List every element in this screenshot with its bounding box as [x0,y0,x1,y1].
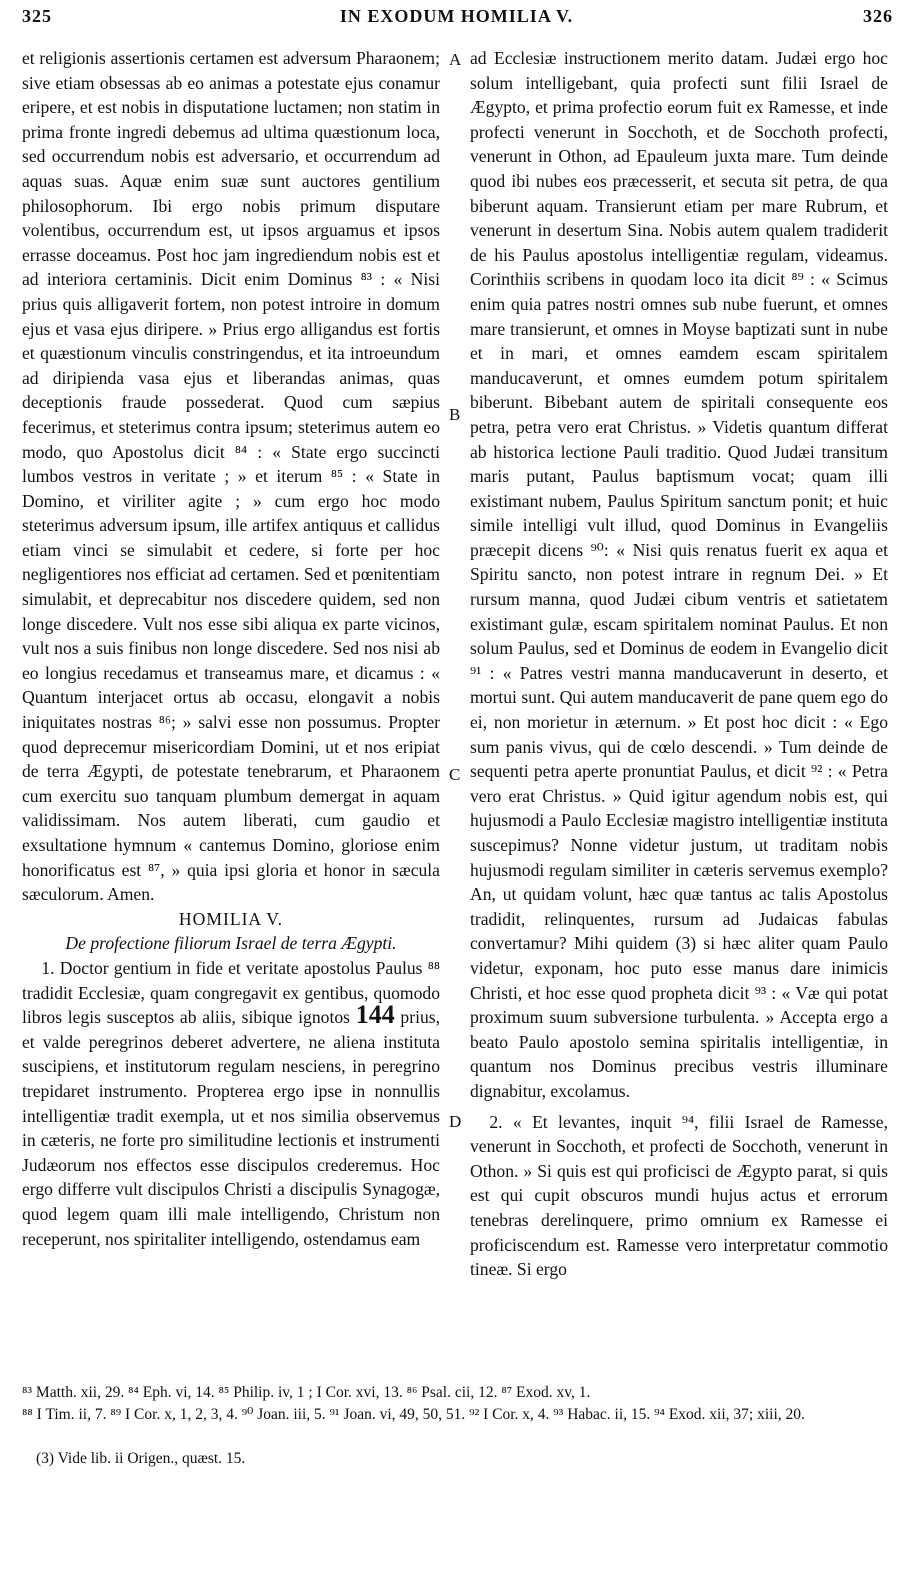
right-column [470,46,888,1282]
editor-note: (3) Vide lib. ii Origen., quæst. 15. [36,1450,246,1467]
footnotes [22,1382,892,1426]
left-page-number: 325 [22,6,52,26]
margin-letter-b: B [449,405,461,424]
left-paragraph-2 [22,956,440,1251]
footnote-line-2: ⁸⁸ I Tim. ii, 7. ⁸⁹ I Cor. x, 1, 2, 3, 4. ⁹⁰ Joan. iii, 5. ⁹¹ Joan. vi, 49, 50, 51. ⁹² I Cor. x, 4. ⁹³ Habac. ii, 15. ⁹⁴ Exod. xii, 37; xiii, 20. [22,1406,805,1423]
edition-page-number: 144 [355,1000,395,1030]
paragraph-2-start: 1. Doctor gentium in fide et veritate apostolus Paulus ⁸⁸ tradidit Ecclesiæ, quam congregavit ex gentibus, quomodo libros legis susceptos ab aliis, sibique ignotos [22,957,440,1028]
left-column [22,46,440,1251]
footnote-line-1: ⁸³ Matth. xii, 29. ⁸⁴ Eph. vi, 14. ⁸⁵ Philip. iv, 1 ; I Cor. xvi, 13. ⁸⁶ Psal. cii, 12. ⁸⁷ Exod. xv, 1. [22,1384,591,1401]
paragraph-2-end: prius, et valde peregrinos deberet advertere, ne aliena instituta suscipiens, et institutorum regulam nesciens, in peregrino trepidaret instrumento. Propterea ergo ipse in nonnullis intelligentiæ tradit exempla, ut et nos similia observemus in cæteris, ne forte pro similitudine lectionis et instrumenti Judæorum nos effectos esse discipulos crederemus. Hoc ergo differre vult discipulos Christi a discipulis Synagogæ, quod legem quam illi male intelligendo, Christum non receperunt, nos spiritaliter intelligendo, ostendamus eam [22,1007,441,1249]
homily-title: HOMILIA V. [178,908,284,929]
right-paragraph-1: ad Ecclesiæ instructionem merito datam. Judæi ergo hoc solum intelligebant, quia profecti sunt filii Israel de Ægypto, et prima profectio eorum fuit ex Ramesse, et inde profecti venerunt in Socchoth, et de Socchoth profecti, venerunt in Othon, ad Epauleum juxta mare. Tum deinde quod ibi nubes eos præcesserit, et secuta sit petra, de qua biberunt aquam. Transierunt etiam per mare Rubrum, et venerunt in desertum Sina. Nobis autem qualem tradiderit de his Paulus apostolus intelligentiæ regulam, videamus. Corinthiis scribens in quodam loco ita dicit ⁸⁹ : « Scimus enim quia patres nostri omnes sub nube fuerunt, et omnes mare transierunt, et omnes in Moyse baptizati sunt in nube et in mari, et omnes eamdem escam spiritalem manducaverunt, et omnes eumdem potum spiritalem biberunt. Bibebant autem de spiritali consequente eos petra, petra vero erat Christus. » Videtis quantum differat ab historica lectione Pauli traditio. Quod Judæi transitum maris putant, Paulus baptismum vocat; quam illi existimant nubem, Paulus Spiritum sanctum ponit; et huic simile intelligi vult illud, quod Dominus in Evangeliis præcepit dicens ⁹⁰: « Nisi quis renatus fuerit ex aqua et Spiritu sancto, non potest intrare in regnum Dei. » Et rursum manna, quod Judæi cibum ventris et satietatem existimant gulæ, escam spiritalem nominat Paulus. Et non solum Paulus, sed et Dominus de eodem in Evangelio dicit ⁹¹ : « Patres vestri manna manducaverunt in deserto, et mortui sunt. Qui autem manducaverit de pane quem ego do ei, non morietur in æternum. » Et post hoc dicit : « Ego sum panis vivus, qui de cœlo descendi. » Tum deinde de sequenti petra aperte pronuntiat Paulus, et dicit ⁹² : « Petra vero erat Christus. » Quid igitur agendum nobis est, qui hujusmodi a Paulo Ecclesiæ magistro intelligentiæ instituta suscepimus? Nonne videtur justum, ut traditam nobis hujusmodi regulam similiter in cæteris servemus exemplo? An, ut quidam volunt, hæc quæ tantus ac talis Apostolus tradidit, relinquentes, rursum ad Judaicas fabulas convertamur? Mihi quidem (3) si hæc aliter quam Paulo videtur, exponam, hoc puto esse manus dare inimicis Christi, et hoc esse quod propheta dicit ⁹³ : « Væ qui potat proximum suum subversione turbulenta. » Accepta ergo a beato Paulo apostolo semina spiritalis intelligentiæ, in quantum nos Dominus precibus vestris illuminare dignabitur, excolamus. [470,48,888,1101]
right-page-number: 326 [863,6,893,26]
margin-letter-a: A [449,50,462,69]
margin-letter-c: C [449,765,461,784]
margin-letter-d: D [449,1112,462,1131]
running-title: IN EXODUM HOMILIA V. [339,6,574,26]
homily-subtitle: De profectione filiorum Israel de terra Ægypti. [65,933,397,954]
left-paragraph-1: et religionis assertionis certamen est adversum Pharaonem; sive etiam obsessas ab eo animas a potestate ejus conamur eripere, et est nobis in disputatione luctamen; non statim in prima fronte ingredi debemus ad ultima quæstionum loca, sed occurrendum nobis est adversario, et occurrendum ad aquas suas. Aquæ enim suæ sunt auctores gentilium philosophorum. Ibi ergo nobis primum disputare volentibus, occurrendum est, ut ipsos arguamus et ipsos errasse doceamus. Post hoc jam ingrediendum nobis est et ad interiora certaminis. Dicit enim Dominus ⁸³ : « Nisi prius quis alligaverit fortem, non potest introire in domum ejus et vasa ejus diripere. » Prius ergo alligandus est fortis et quæstionum vinculis constringendus, et ita introeundum ad diripienda vasa ejus et liberandas animas, quas deceptionis fraude possederat. Quod cum sæpius fecerimus, et steterimus contra ipsum; steterimus autem eo modo, quo Apostolus dicit ⁸⁴ : « State ergo succincti lumbos vestros in veritate ; » et iterum ⁸⁵ : « State in Domino, et viriliter agite ; » cum ergo hoc modo steterimus adversum ipsum, ille artifex antiquus et callidus etiam vinci se simulabit et cedere, si forte per hoc negligentiores nos efficiat ad certamen. Sed et pœnitentiam simulabit, et deprecabitur nos discedere quidem, sed non longe discedere. Vult nos esse sibi aliqua ex parte vicinos, vult nos a suis finibus non longe discedere. Sed nos nisi ab eo longius recedamus et transeamus mare, et dicamus : « Quantum interjacet ortus ab occasu, elongavit a nobis iniquitates nostras ⁸⁶; » salvi esse non possumus. Propter quod deprecemur misericordiam Domini, ut et nos eripiat de terra Ægypti, de potestate tenebrarum, et Pharaonem cum exercitu suo tanquam plumbum demergat in aquam validissimam. Nos autem liberati, cum gaudio et exsultatione hymnum « cantemus Domino, gloriose enim honorificatus est ⁸⁷, » quia ipsi gloria et honor in sæcula sæculorum. Amen. [22,48,440,905]
right-paragraph-2: 2. « Et levantes, inquit ⁹⁴, filii Israel de Ramesse, venerunt in Socchoth, et profecti de Socchoth, venerunt in Othon. » Si quis est qui proficisci de Ægypto parat, si quis est qui cupit obscuros mundi hujus actus et errorum tenebras derelinquere, primo omnium ex Ramesse ei proficiscendum est. Ramesse vero interpretatur commotio tineæ. Si ergo [470,1111,888,1280]
